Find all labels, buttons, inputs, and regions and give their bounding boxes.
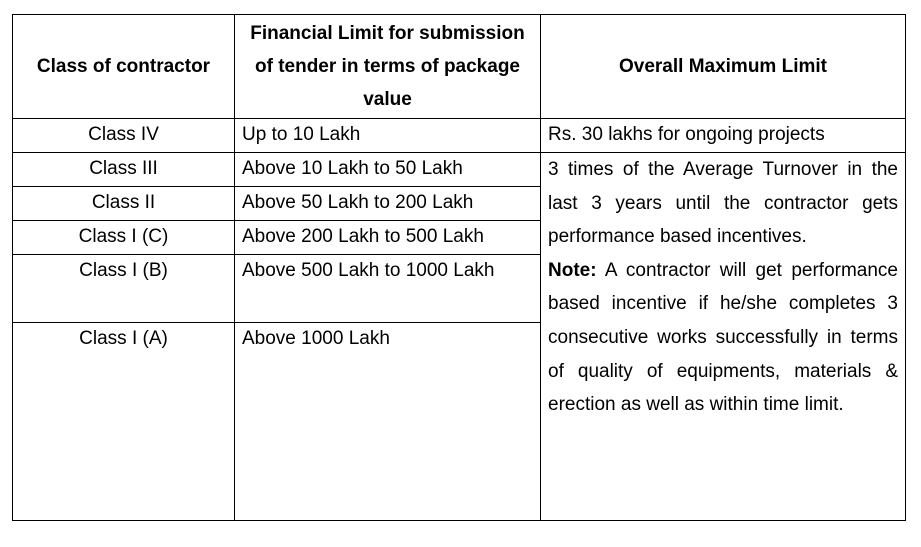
table-row xyxy=(13,119,906,153)
financial-limit-cell: Above 200 Lakh to 500 Lakh xyxy=(235,221,541,255)
class-cell: Class IV xyxy=(13,119,235,153)
financial-limit-cell: Up to 10 Lakh xyxy=(235,119,541,153)
contractor-limits-table xyxy=(12,14,906,521)
financial-limit-cell: Above 500 Lakh to 1000 Lakh xyxy=(235,255,541,323)
header-financial-limit: Financial Limit for submission of tender in terms of package value xyxy=(235,15,541,119)
table-row xyxy=(13,153,906,187)
overall-limit-class-iv-cell: Rs. 30 lakhs for ongoing projects xyxy=(541,119,906,153)
class-cell: Class I (B) xyxy=(13,255,235,323)
header-overall-maximum-limit: Overall Maximum Limit xyxy=(541,15,906,119)
financial-limit-cell: Above 50 Lakh to 200 Lakh xyxy=(235,187,541,221)
class-cell: Class I (A) xyxy=(13,323,235,521)
class-cell: Class II xyxy=(13,187,235,221)
note-paragraph xyxy=(548,254,898,422)
class-cell: Class III xyxy=(13,153,235,187)
note-label: Note: xyxy=(548,259,597,281)
header-class-of-contractor: Class of contractor xyxy=(13,15,235,119)
overall-limit-text: 3 times of the Average Turnover in the last 3 years until the contractor gets performance based incentives. xyxy=(548,159,898,248)
note-text: A contractor will get performance based incentive if he/she completes 3 consecutive works successfully in terms of quality of equipments, materials & erection as well as within time limit. xyxy=(548,259,898,416)
overall-limit-others-cell xyxy=(541,153,906,521)
financial-limit-cell: Above 1000 Lakh xyxy=(235,323,541,521)
table-header-row xyxy=(13,15,906,119)
financial-limit-cell: Above 10 Lakh to 50 Lakh xyxy=(235,153,541,187)
class-cell: Class I (C) xyxy=(13,221,235,255)
